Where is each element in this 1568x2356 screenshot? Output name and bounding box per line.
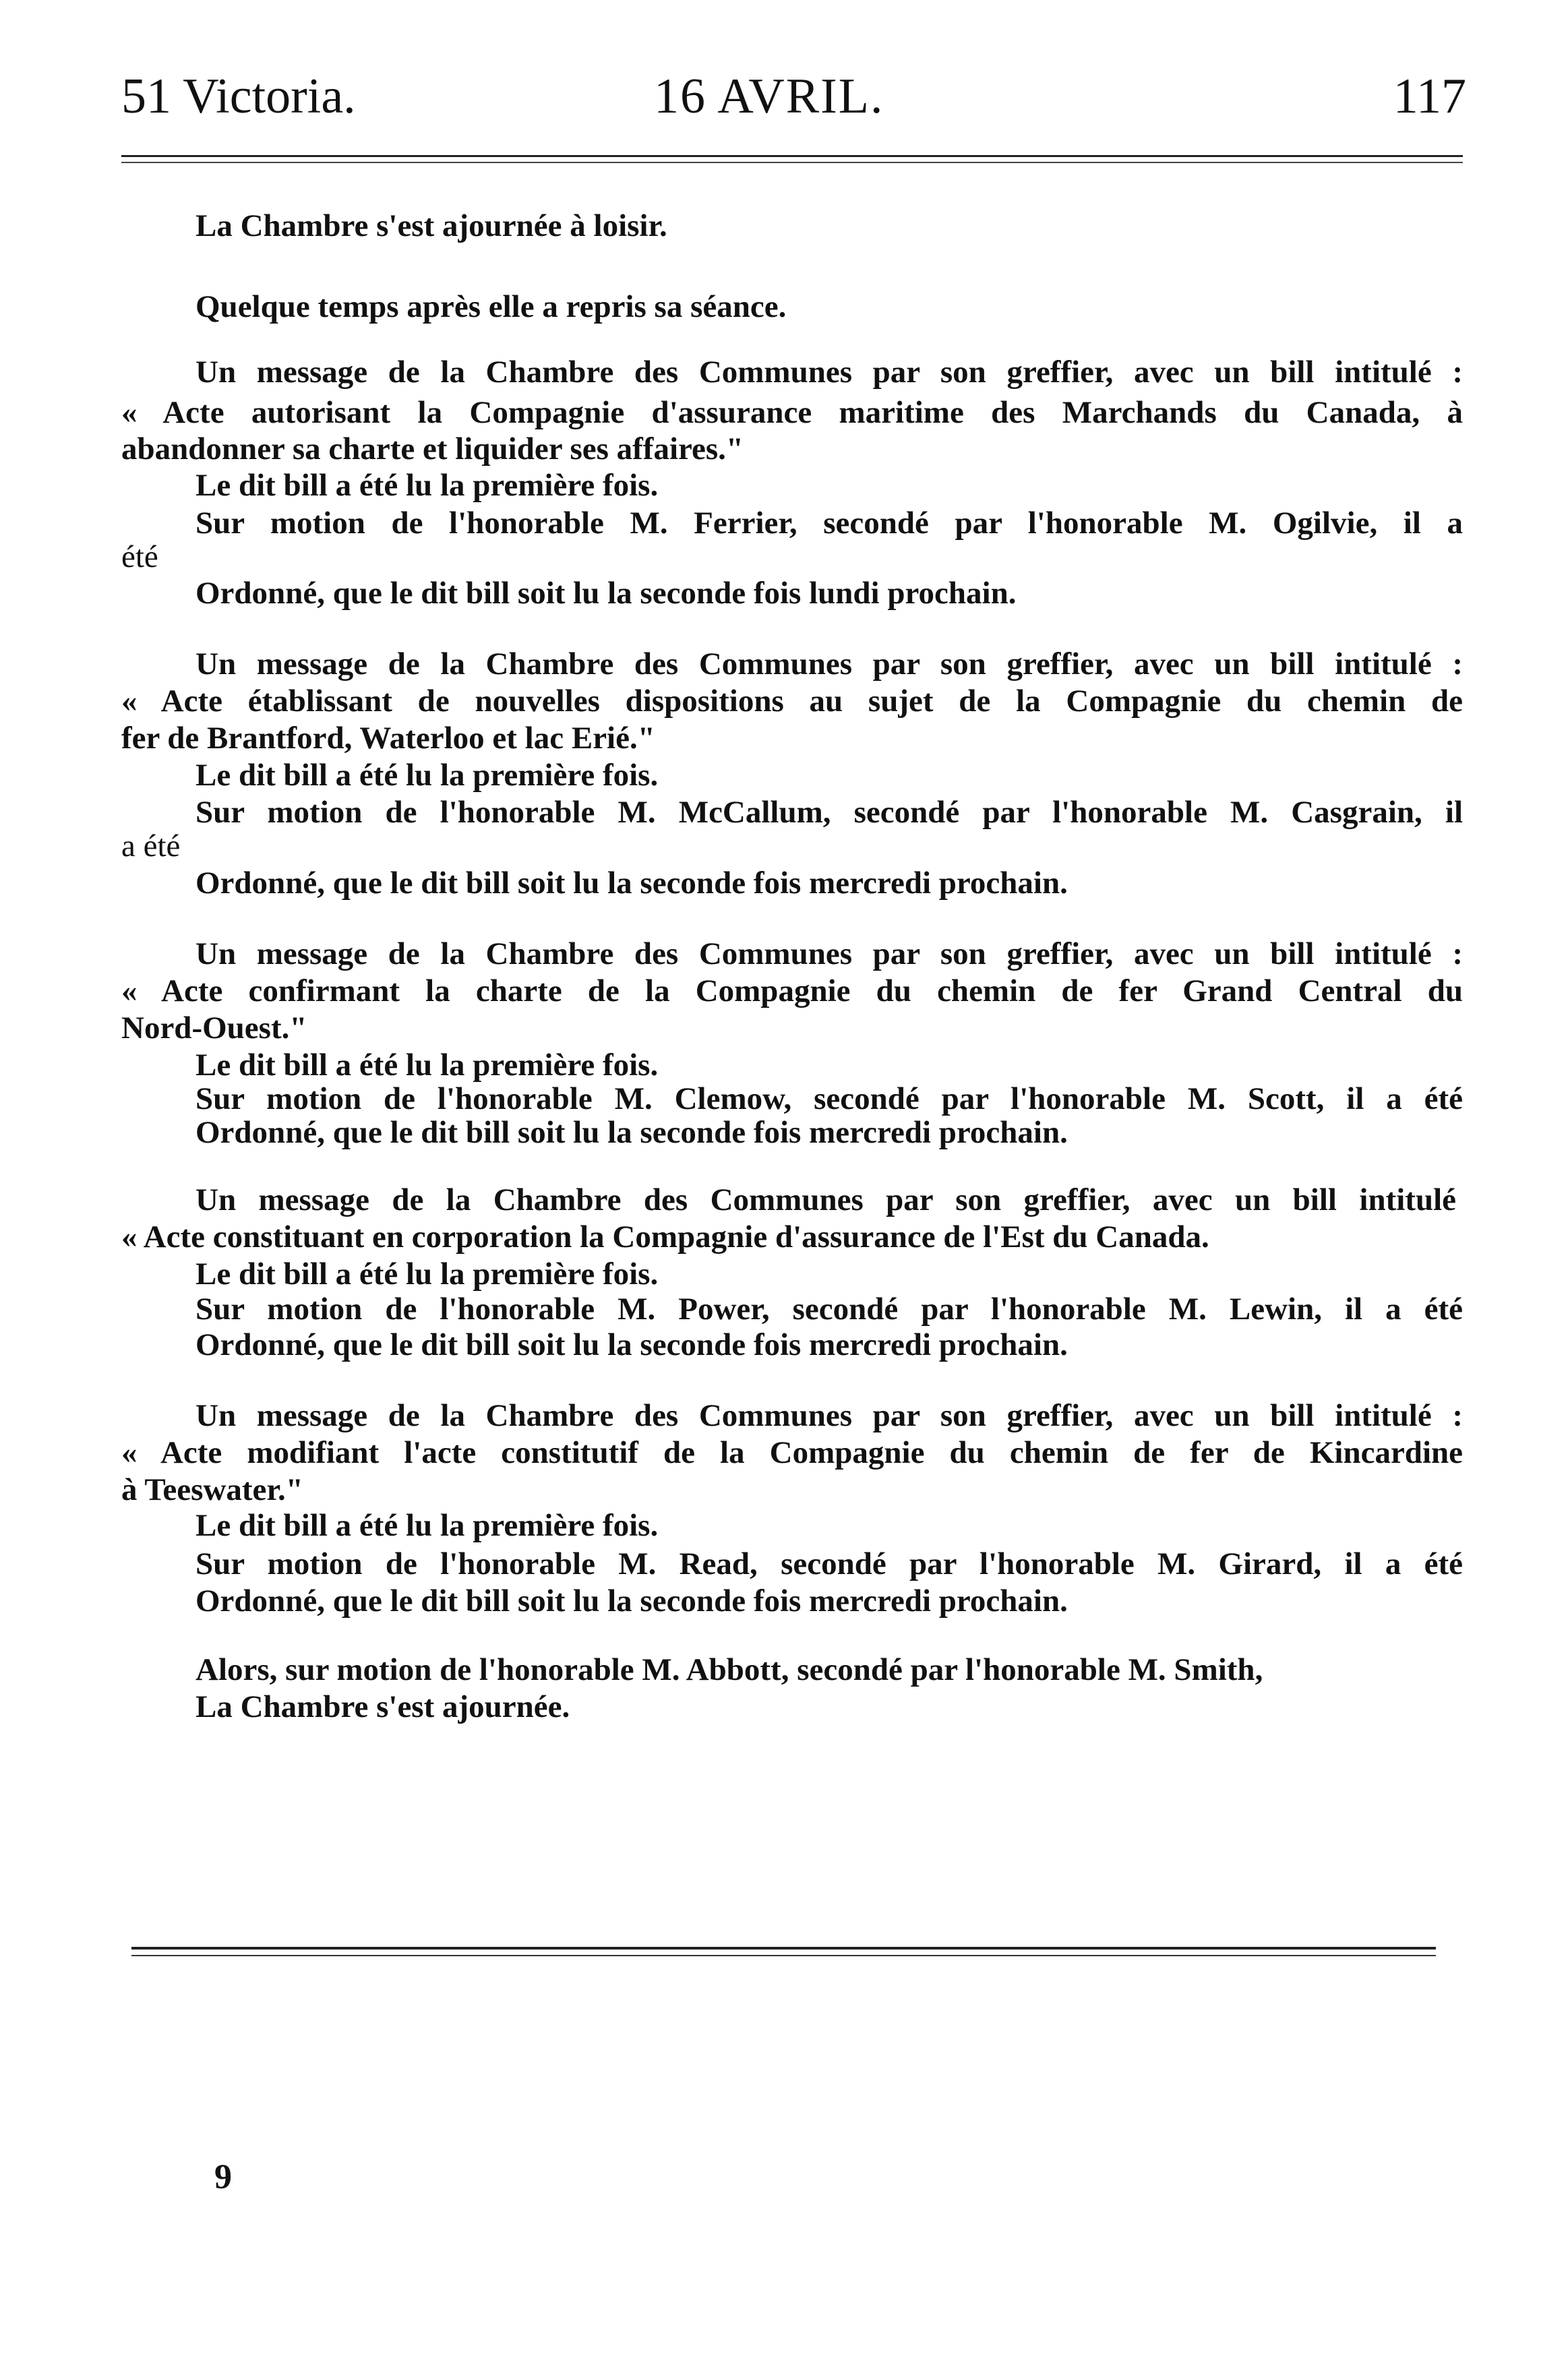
bill-title: « Acte autorisant la Compagnie d'assurance maritime des Marchands du Canada, à (121, 395, 1463, 430)
motion: été (121, 539, 158, 574)
page-number: 117 (1393, 69, 1466, 124)
footer-rule-thin (131, 1955, 1436, 1956)
text-line: La Chambre s'est ajournée à loisir. (195, 208, 667, 243)
order: Ordonné, que le dit bill soit lu la seconde fois mercredi prochain. (195, 866, 1068, 901)
motion: Sur motion de l'honorable M. Power, secondé par l'honorable M. Lewin, il a été (195, 1292, 1463, 1327)
bill-title: « Acte modifiant l'acte constitutif de la Compagnie du chemin de fer de Kincardine (121, 1435, 1463, 1470)
order: Ordonné, que le dit bill soit lu la seconde fois mercredi prochain. (195, 1115, 1068, 1150)
bill-title: « Acte établissant de nouvelles dispositions au sujet de la Compagnie du chemin de (121, 684, 1463, 719)
header-rule (121, 155, 1463, 157)
bill-title: à Teeswater." (121, 1472, 303, 1507)
motion: Sur motion de l'honorable M. Ferrier, secondé par l'honorable M. Ogilvie, il a (195, 506, 1463, 541)
message-intro: Un message de la Chambre des Communes par son greffier, avec un bill intitulé (195, 1182, 1456, 1217)
header-rule-thin (121, 162, 1463, 163)
closing-adjournment: La Chambre s'est ajournée. (195, 1689, 570, 1724)
bill-title: « Acte confirmant la charte de la Compagnie du chemin de fer Grand Central du (121, 973, 1463, 1008)
text-line: Quelque temps après elle a repris sa séance. (195, 289, 787, 324)
bill-title: fer de Brantford, Waterloo et lac Erié." (121, 721, 655, 756)
signature-mark: 9 (214, 2158, 232, 2196)
motion: Sur motion de l'honorable M. Read, secondé par l'honorable M. Girard, il a été (195, 1546, 1463, 1581)
message-intro: Un message de la Chambre des Communes par son greffier, avec un bill intitulé : (195, 1398, 1463, 1433)
motion: a été (121, 828, 181, 864)
bill-title: « Acte constituant en corporation la Compagnie d'assurance de l'Est du Canada. (121, 1219, 1209, 1255)
order: Ordonné, que le dit bill soit lu la seconde fois lundi prochain. (195, 576, 1017, 611)
first-reading: Le dit bill a été lu la première fois. (195, 1048, 659, 1083)
motion: Sur motion de l'honorable M. McCallum, secondé par l'honorable M. Casgrain, il (195, 795, 1463, 830)
first-reading: Le dit bill a été lu la première fois. (195, 758, 659, 793)
header-date: 16 AVRIL. (654, 69, 884, 124)
order: Ordonné, que le dit bill soit lu la seconde fois mercredi prochain. (195, 1327, 1068, 1362)
bill-title: Nord-Ouest." (121, 1010, 307, 1046)
motion: Sur motion de l'honorable M. Clemow, secondé par l'honorable M. Scott, il a été (195, 1081, 1463, 1116)
first-reading: Le dit bill a été lu la première fois. (195, 1508, 659, 1543)
message-intro: Un message de la Chambre des Communes par son greffier, avec un bill intitulé : (195, 936, 1463, 971)
footer-rule (131, 1947, 1436, 1950)
running-header (121, 59, 1466, 133)
order: Ordonné, que le dit bill soit lu la seconde fois mercredi prochain. (195, 1583, 1068, 1619)
message-intro: Un message de la Chambre des Communes par son greffier, avec un bill intitulé : (195, 646, 1463, 682)
header-session: 51 Victoria. (121, 69, 356, 124)
first-reading: Le dit bill a été lu la première fois. (195, 1257, 659, 1292)
closing-motion: Alors, sur motion de l'honorable M. Abbott, secondé par l'honorable M. Smith, (195, 1652, 1263, 1687)
bill-title: abandonner sa charte et liquider ses affaires." (121, 431, 744, 466)
message-intro: Un message de la Chambre des Communes par son greffier, avec un bill intitulé : (195, 355, 1463, 390)
first-reading: Le dit bill a été lu la première fois. (195, 468, 659, 503)
